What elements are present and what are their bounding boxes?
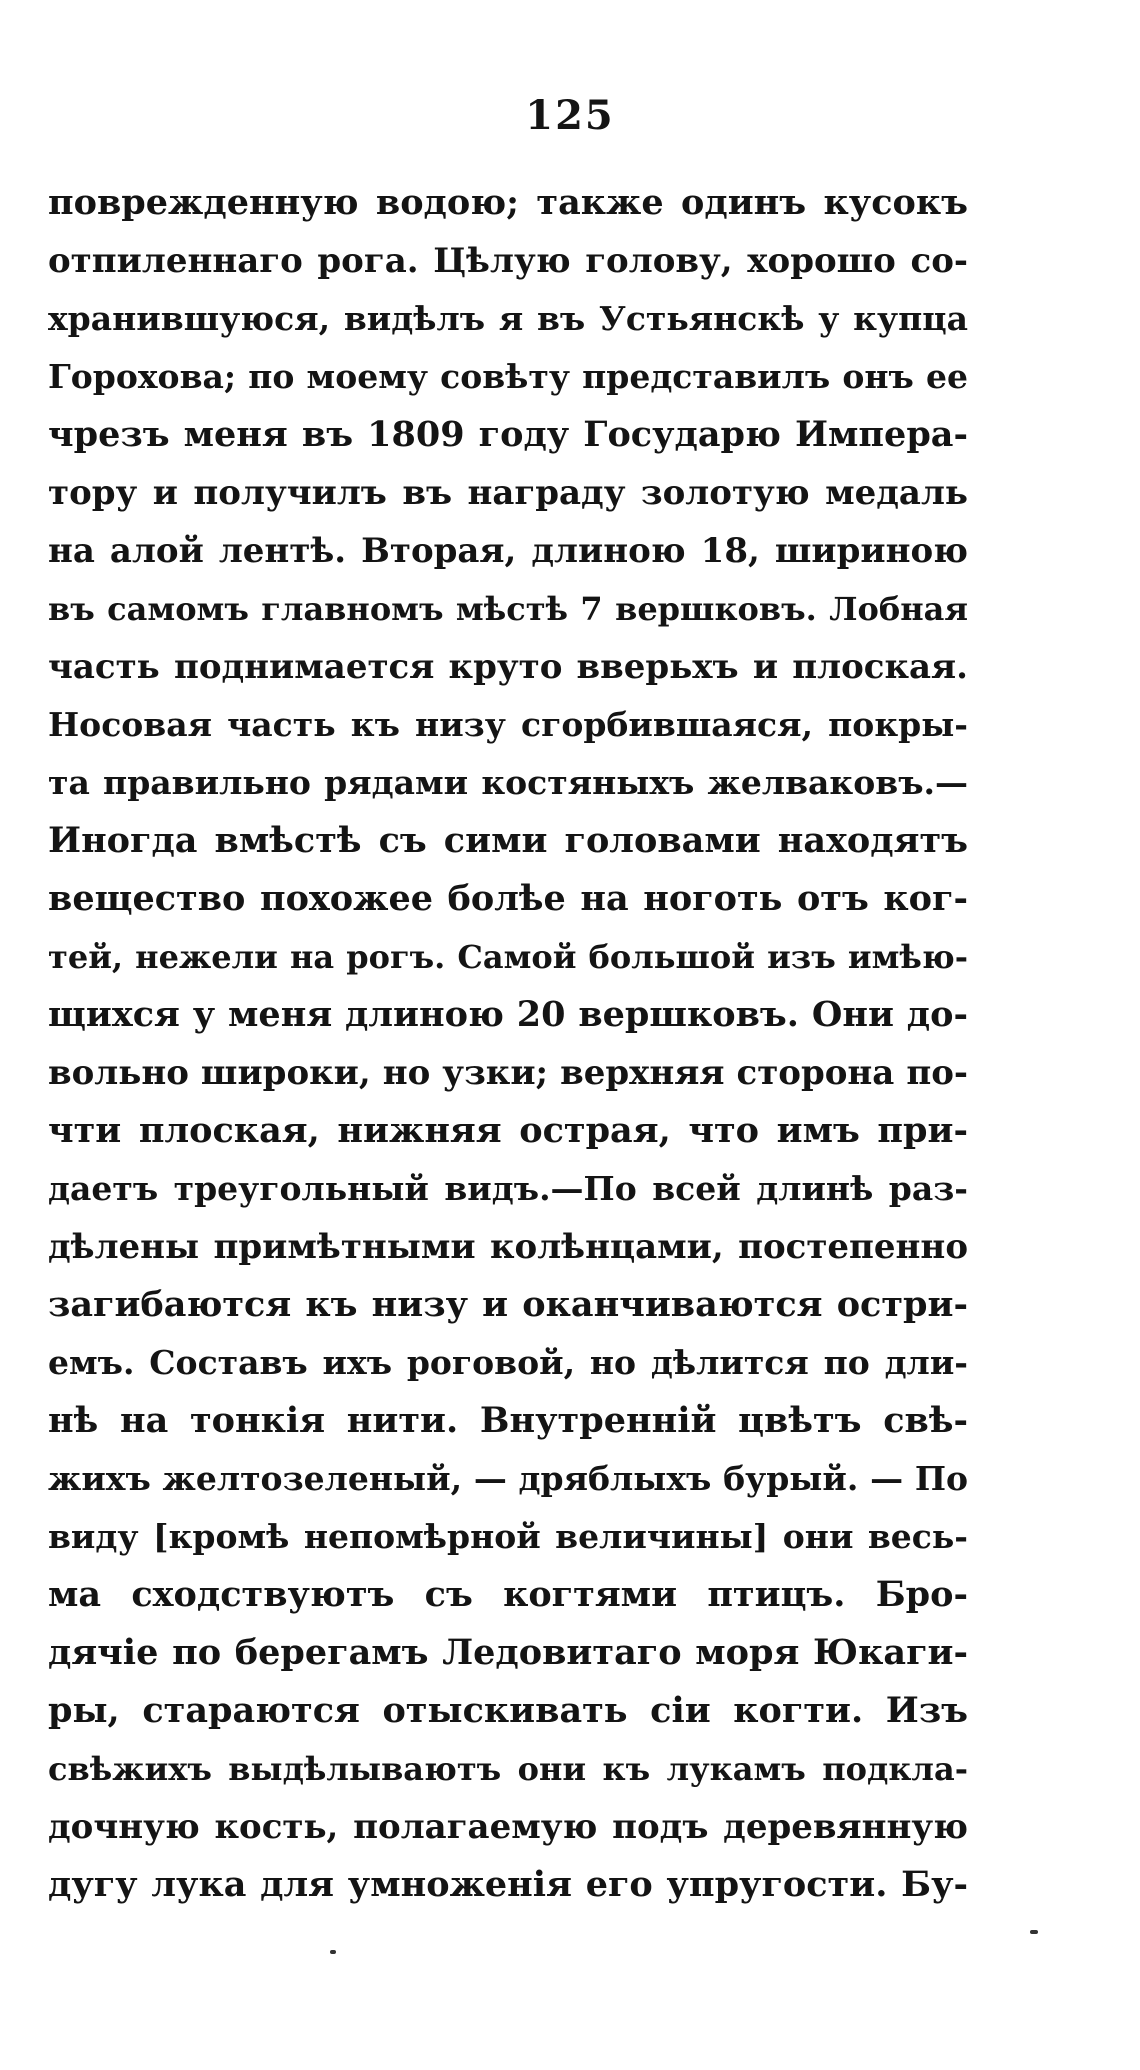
text-line: поврежденную водою; также одинъ кусокъ [48, 182, 968, 223]
text-line: Горохова; по моему совѣту представилъ онъ ее [48, 357, 968, 396]
text-line: нѣ на тонкія нити. Внутренній цвѣтъ свѣ- [48, 1400, 968, 1441]
page-number: 125 [525, 92, 615, 139]
text-line: Иногда вмѣстѣ съ сими головами находятъ [48, 820, 968, 861]
text-line: чти плоская, нижняя острая, что имъ при- [48, 1110, 968, 1151]
text-line: въ самомъ главномъ мѣстѣ 7 вершковъ. Лобная [48, 590, 968, 628]
text-line: дочную кость, полагаемую подъ деревянную [48, 1807, 968, 1847]
text-line: виду [кромѣ непомѣрной величины] они весь- [48, 1517, 968, 1556]
text-line: вещество похожее болѣе на ноготь отъ ког- [48, 878, 968, 919]
text-line: хранившуюся, видѣлъ я въ Устьянскѣ у купца [48, 299, 968, 338]
text-line: на алой лентѣ. Вторая, длиною 18, шириною [48, 531, 968, 571]
print-speck [330, 1950, 336, 1954]
print-speck [1030, 1930, 1038, 1934]
text-line: жихъ желтозеленый, — дряблыхъ бурый. — По [48, 1459, 968, 1498]
text-line: вольно широки, но узки; верхняя сторона по- [48, 1053, 968, 1093]
text-line: Носовая часть къ низу сгорбившаяся, покры- [48, 705, 968, 744]
text-line: та правильно рядами костяныхъ желваковъ.— [48, 763, 968, 802]
text-line: свѣжихъ выдѣлываютъ они къ лукамъ подкла- [48, 1750, 968, 1788]
text-line: чрезъ меня въ 1809 году Государю Импера- [48, 414, 968, 455]
text-line: тору и получилъ въ награду золотую медаль [48, 473, 968, 513]
text-line: дугу лука для умноженія его упругости. Бу- [48, 1864, 968, 1905]
text-line: дячіе по берегамъ Ледовитаго моря Юкаги- [48, 1632, 968, 1673]
text-line: ма сходствуютъ съ когтями птицъ. Бро- [48, 1574, 968, 1615]
text-line: даетъ треугольный видъ.—По всей длинѣ раз- [48, 1169, 968, 1208]
text-line: отпиленнаго рога. Цѣлую голову, хорошо со- [48, 241, 968, 281]
text-line: часть поднимается круто вверьхъ и плоская. [48, 647, 968, 687]
text-line: ры, стараются отыскивать сіи когти. Изъ [48, 1690, 968, 1731]
text-line: щихся у меня длиною 20 вершковъ. Они до- [48, 994, 968, 1035]
text-line: дѣлены примѣтными колѣнцами, постепенно [48, 1227, 968, 1267]
text-line: загибаются къ низу и оканчиваются остри- [48, 1284, 968, 1325]
text-line: емъ. Составъ ихъ роговой, но дѣлится по дли- [48, 1343, 968, 1382]
text-line: тей, нежели на рогъ. Самой большой изъ имѣю- [48, 938, 968, 976]
body-text [48, 174, 968, 1914]
